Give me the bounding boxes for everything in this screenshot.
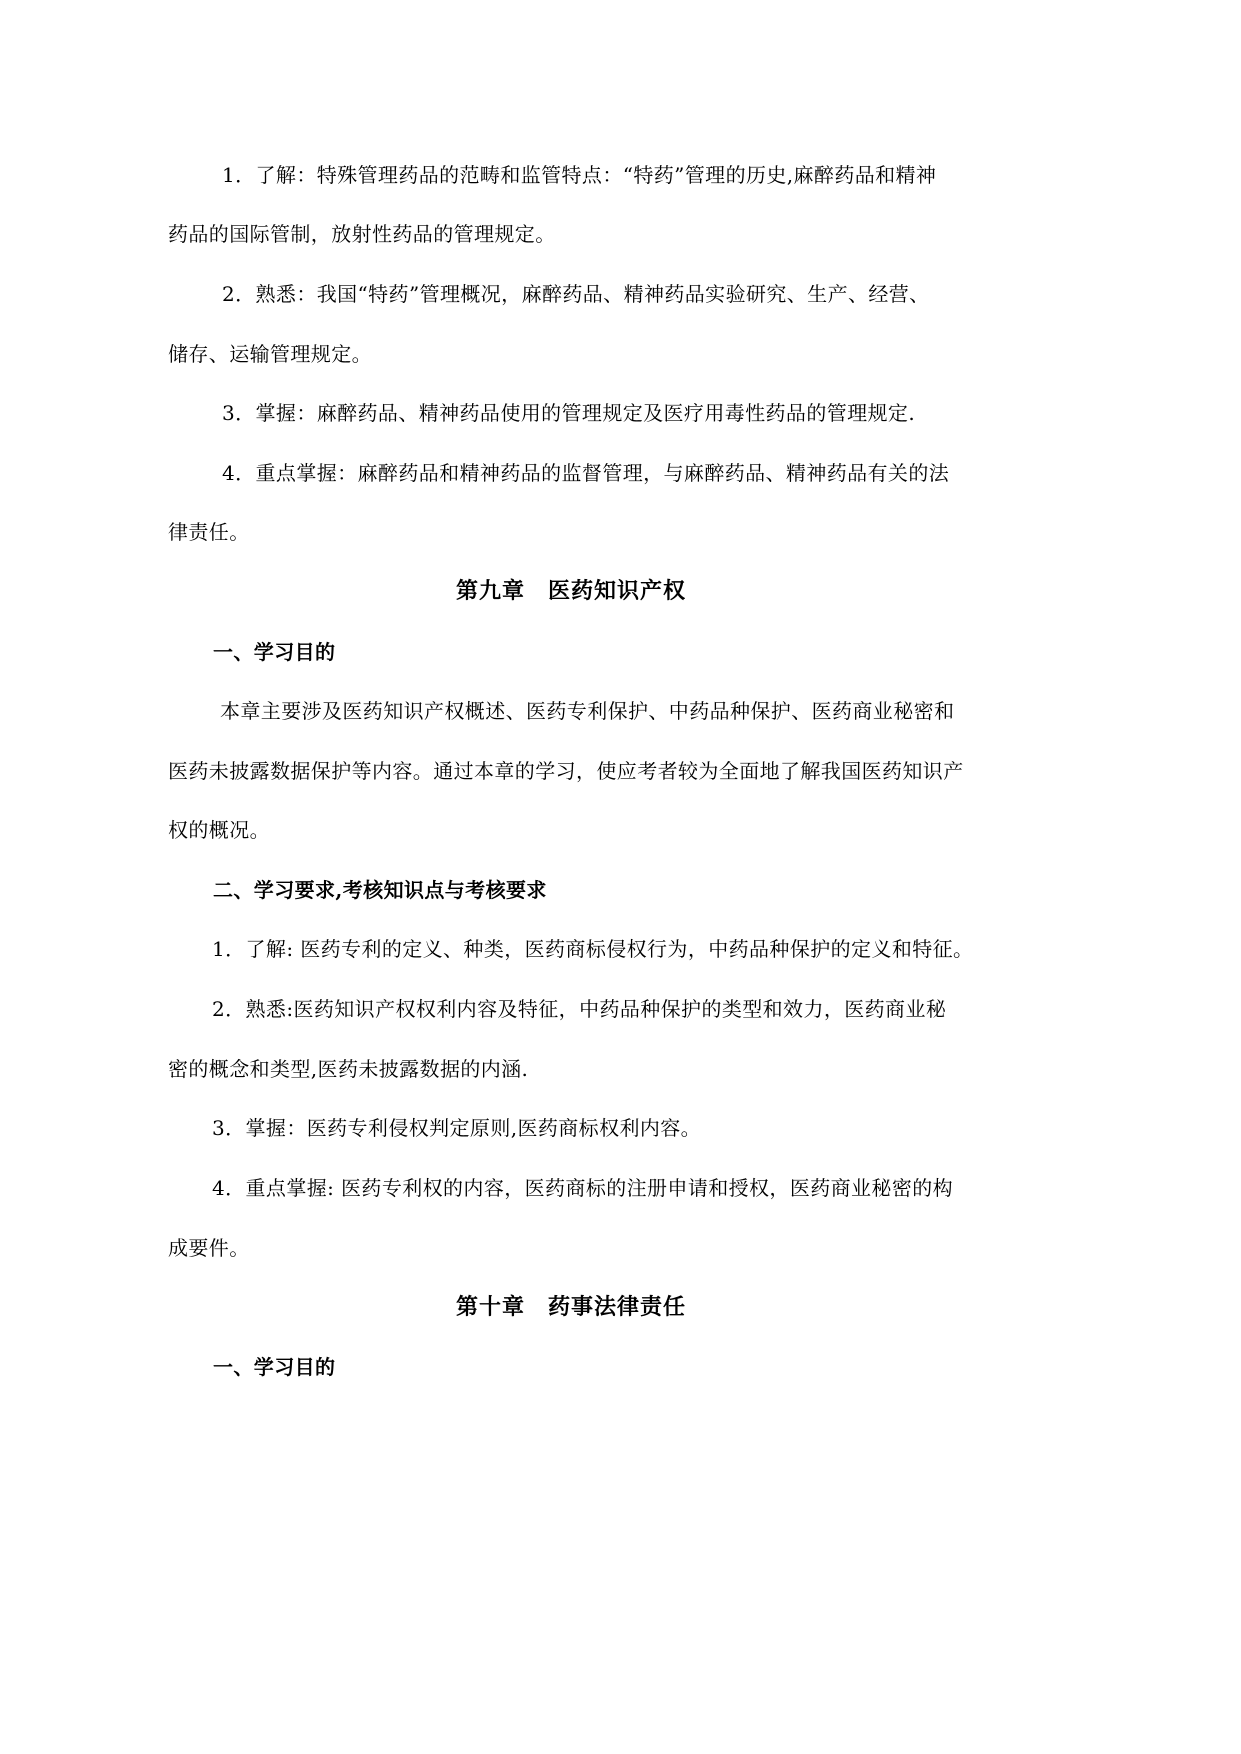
chapter-9-item-2-line-2: 密的概念和类型,医药未披露数据的内涵. bbox=[168, 1057, 529, 1081]
chapter-9-requirements-heading: 二、学习要求,考核知识点与考核要求 bbox=[213, 878, 547, 902]
chapter-9-purpose-line-1: 本章主要涉及医药知识产权概述、医药专利保护、中药品种保护、医药商业秘密和 bbox=[220, 699, 955, 723]
item-2-line-1: 2．熟悉：我国“特药”管理概况，麻醉药品、精神药品实验研究、生产、经营、 bbox=[222, 282, 930, 306]
chapter-9-item-4-line-1: 4．重点掌握: 医药专利权的内容，医药商标的注册申请和授权，医药商业秘密的构 bbox=[212, 1176, 954, 1200]
item-4-line-2: 律责任。 bbox=[168, 520, 250, 544]
item-2-line-2: 储存、运输管理规定。 bbox=[168, 342, 372, 366]
item-3-line-1: 3．掌握：麻醉药品、精神药品使用的管理规定及医疗用毒性药品的管理规定. bbox=[222, 401, 916, 425]
chapter-10-title: 第十章 药事法律责任 bbox=[456, 1294, 687, 1320]
chapter-9-item-1-line-1: 1．了解: 医药专利的定义、种类，医药商标侵权行为，中药品种保护的定义和特征。 bbox=[212, 937, 974, 961]
chapter-9-item-4-line-2: 成要件。 bbox=[168, 1236, 250, 1260]
item-1-line-2: 药品的国际管制，放射性药品的管理规定。 bbox=[168, 222, 556, 246]
item-1-line-1: 1．了解：特殊管理药品的范畴和监管特点：“特药”管理的历史,麻醉药品和精神 bbox=[222, 163, 937, 187]
chapter-9-purpose-heading: 一、学习目的 bbox=[213, 640, 336, 664]
item-4-line-1: 4．重点掌握：麻醉药品和精神药品的监督管理，与麻醉药品、精神药品有关的法 bbox=[222, 461, 950, 485]
chapter-10-purpose-heading: 一、学习目的 bbox=[213, 1355, 336, 1379]
chapter-9-item-2-line-1: 2．熟悉:医药知识产权权利内容及特征，中药品种保护的类型和效力，医药商业秘 bbox=[212, 997, 947, 1021]
chapter-9-item-3-line-1: 3．掌握：医药专利侵权判定原则,医药商标权利内容。 bbox=[212, 1116, 702, 1140]
chapter-9-title: 第九章 医药知识产权 bbox=[456, 578, 687, 604]
chapter-9-purpose-line-2: 医药未披露数据保护等内容。通过本章的学习，使应考者较为全面地了解我国医药知识产 bbox=[168, 759, 964, 783]
chapter-9-purpose-line-3: 权的概况。 bbox=[168, 818, 270, 842]
